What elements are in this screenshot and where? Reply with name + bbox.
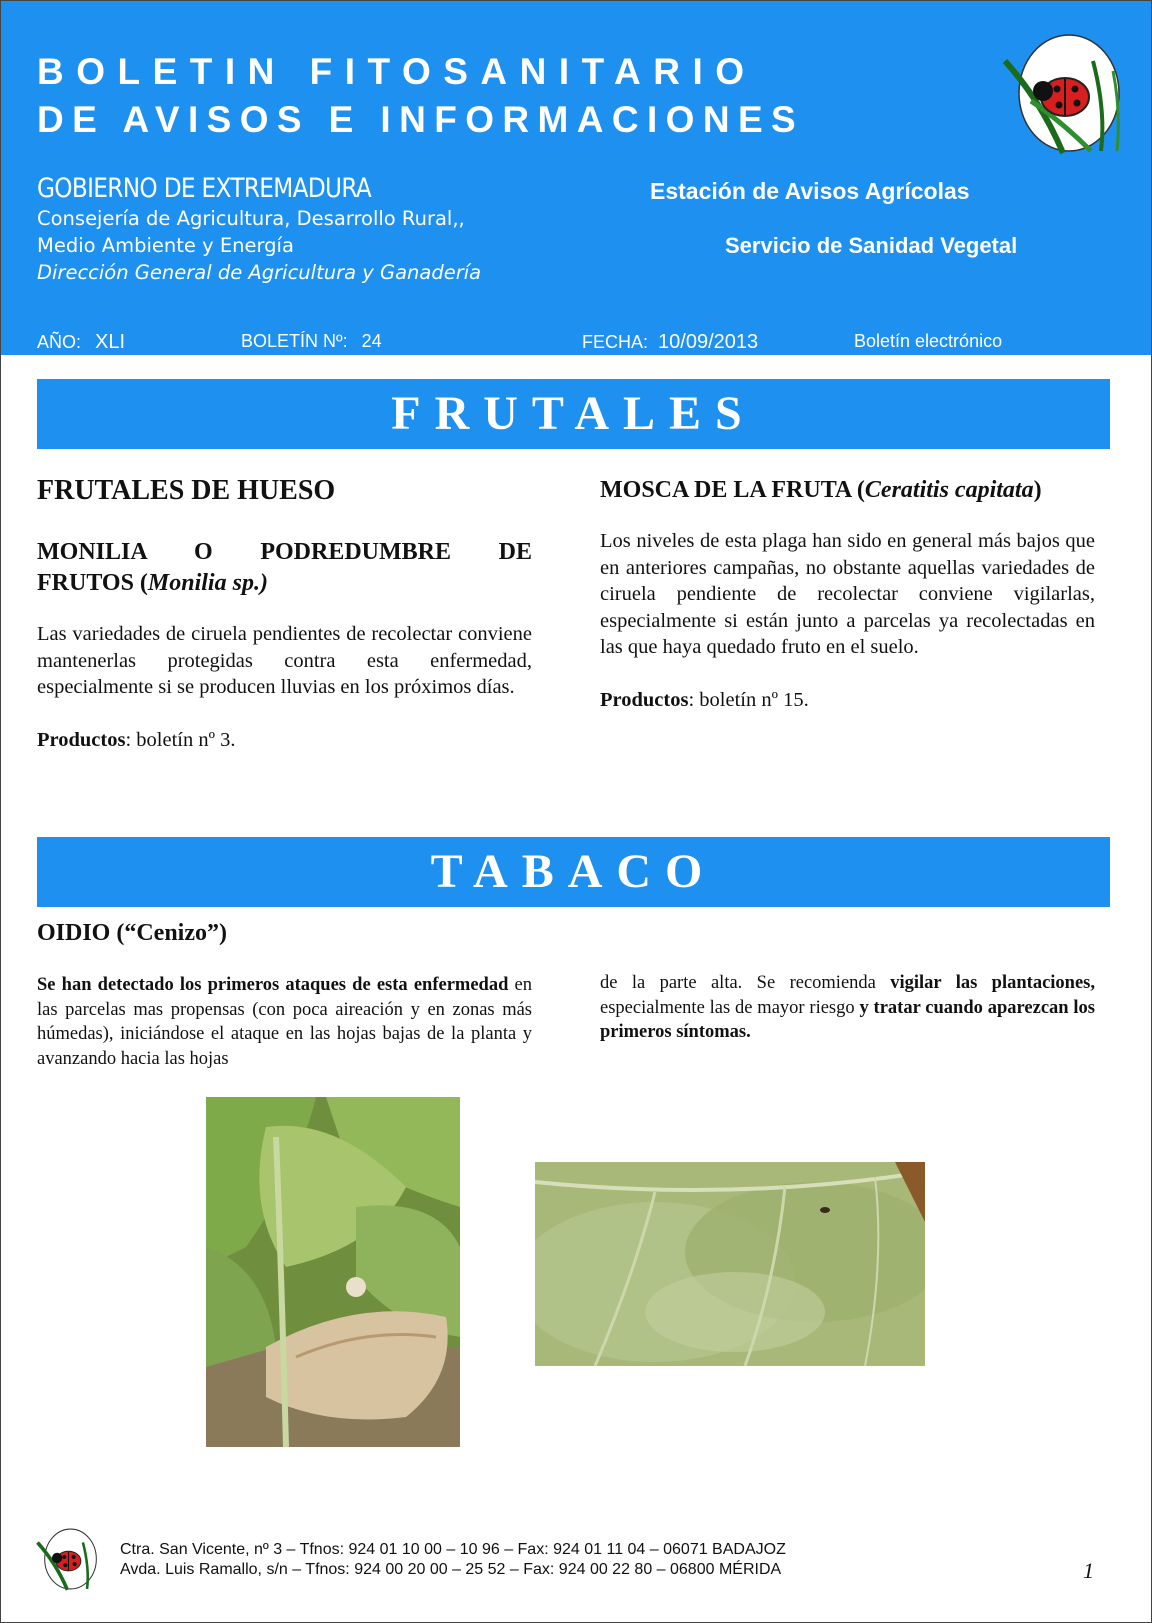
tabaco-band: TABACO — [37, 837, 1110, 907]
edition-label: Boletín electrónico — [854, 331, 1003, 351]
monilia-title-line-2: FRUTOS (Monilia sp.) — [37, 570, 268, 596]
ministry-line-1: Consejería de Agricultura, Desarrollo Rural,, — [37, 207, 465, 230]
mosca-title: MOSCA DE LA FRUTA (Ceratitis capitata) — [600, 477, 1042, 503]
footer-addresses — [120, 1540, 786, 1580]
oidio-body-left: Se han detectado los primeros ataques de esta enfermedad en las parcelas mas propensas (con poca aireación y en zonas más húmedas), iniciándose el ataque en las hojas bajas de la planta y avanzando hacia las hojas — [37, 975, 533, 1069]
bulletin-value: 24 — [361, 331, 382, 351]
ladybug-icon — [1001, 31, 1135, 155]
tabaco-left-column — [37, 917, 532, 1071]
mosca-products: Productos: boletín nº 15. — [600, 688, 809, 711]
mosca-body: Los niveles de esta plaga han sido en general más bajos que en anteriores campañas, no obstante aquellas variedades de ciruela pendiente de recolectar conviene vigilarlas, especialmente si están junto a parcelas ya recolectadas en las que haya quedado fruto en el suelo. — [600, 530, 1095, 658]
year-field — [37, 331, 125, 354]
tabaco-right-column — [600, 971, 1095, 1045]
date-field — [582, 331, 758, 354]
government-name: GOBIERNO DE EXTREMADURA — [37, 173, 372, 204]
header-banner — [1, 1, 1151, 355]
frutales-band: FRUTALES — [37, 379, 1110, 449]
ladybug-icon — [35, 1527, 105, 1591]
oidio-title: OIDIO (“Cenizo”) — [37, 920, 227, 946]
year-value: XLI — [95, 331, 126, 353]
frutales-left-column — [37, 475, 532, 753]
monilia-products: Productos: boletín nº 3. — [37, 728, 236, 751]
station-name: Estación de Avisos Agrícolas — [650, 178, 970, 204]
government-block — [37, 173, 481, 286]
year-label: AÑO: — [37, 332, 82, 352]
monilia-body: Las variedades de ciruela pendientes de recolectar conviene mantenerlas protegidas contra esta enfermedad, especialmente si se producen lluvias en los próximos días. — [37, 623, 532, 698]
date-label: FECHA: — [582, 332, 649, 352]
bulletin-label: BOLETÍN Nº: — [241, 331, 348, 351]
title-line-2: DE AVISOS E INFORMACIONES — [37, 99, 805, 140]
service-name: Servicio de Sanidad Vegetal — [725, 233, 1018, 258]
monilia-title-line-1: MONILIA O PODREDUMBRE DE — [37, 539, 532, 565]
powdery-mildew-leaf-photo — [535, 1162, 925, 1366]
oidio-body-right: de la parte alta. Se recomienda vigilar las plantaciones, especialmente las de mayor riesgo y tratar cuando aparezcan los primeros síntomas. — [600, 973, 1095, 1042]
ministry-line-2: Medio Ambiente y Energía — [37, 234, 294, 257]
tobacco-plant-photo — [206, 1097, 460, 1447]
title-line-1: BOLETIN FITOSANITARIO — [37, 51, 757, 92]
date-value: 10/09/2013 — [658, 331, 759, 353]
section-title: FRUTALES DE HUESO — [37, 475, 336, 506]
page-number: 1 — [1083, 1558, 1094, 1583]
footer-address-badajoz: Ctra. San Vicente, nº 3 – Tfnos: 924 01 10 00 – 10 96 – Fax: 924 01 11 04 – 06071 BADAJOZ — [120, 1541, 786, 1558]
directorate: Dirección General de Agricultura y Ganadería — [37, 261, 482, 284]
bulletin-number-field — [241, 331, 382, 352]
footer-address-merida: Avda. Luis Ramallo, s/n – Tfnos: 924 00 20 00 – 25 52 – Fax: 924 00 22 80 – 06800 MÉRIDA — [120, 1561, 782, 1578]
frutales-right-column — [600, 475, 1095, 713]
